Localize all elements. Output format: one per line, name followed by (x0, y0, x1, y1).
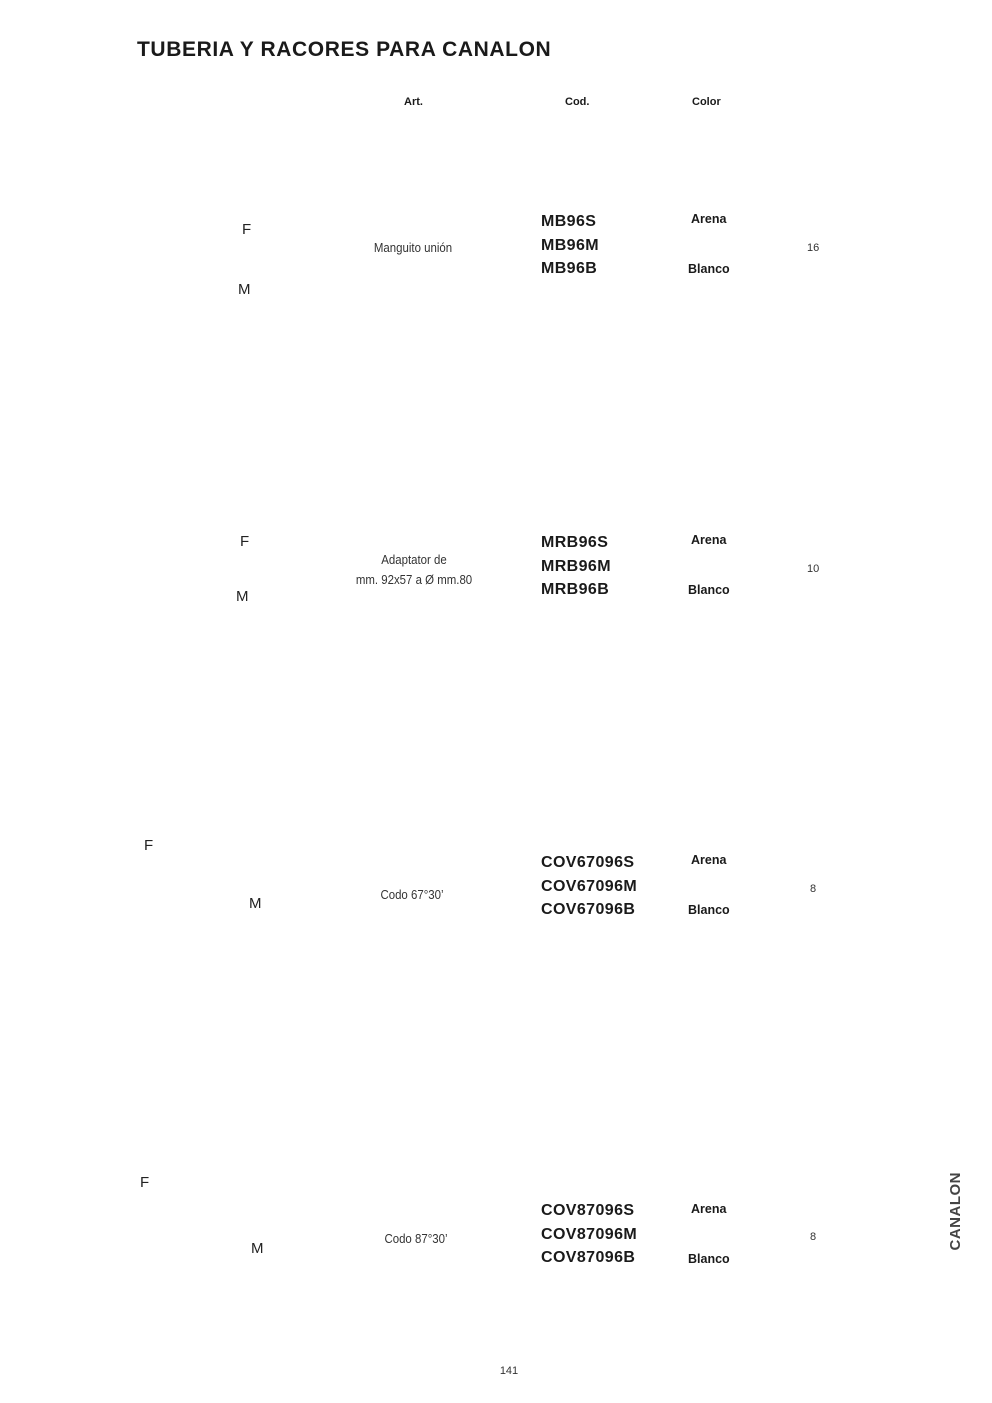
header-art: Art. (404, 96, 423, 108)
item-1-codes (541, 210, 599, 281)
item-2-codes (541, 531, 611, 602)
item-3-code-m: COV67096M (541, 877, 638, 895)
item-2-f-label: F (240, 533, 250, 550)
item-4-code-b: COV87096B (541, 1249, 636, 1266)
item-2-description-line-2: mm. 92x57 a Ø mm.80 (355, 572, 473, 587)
item-1-description-line: Manguito unión (373, 240, 453, 255)
item-2-description-line-1: Adaptator de (381, 552, 447, 567)
item-4-codes (541, 1199, 637, 1270)
item-4-color-arena: Arena (691, 1202, 727, 1216)
side-section-label: CANALON (947, 1172, 964, 1251)
item-2-color-arena: Arena (691, 533, 727, 547)
item-1-m-label: M (238, 281, 251, 298)
item-3-codes (541, 851, 637, 922)
header-cod: Cod. (565, 96, 590, 108)
item-1-qty: 16 (807, 242, 820, 254)
item-1-code-s: MB96S (541, 213, 597, 230)
item-4-description-line: Codo 87°30’ (384, 1231, 448, 1246)
page-title: TUBERIA Y RACORES PARA CANALON (137, 38, 552, 61)
item-1-code-b: MB96B (541, 260, 598, 277)
item-3-f-label: F (144, 837, 154, 854)
item-4-code-m: COV87096M (541, 1225, 638, 1243)
item-2-description (326, 550, 502, 590)
item-4-color-blanco: Blanco (688, 1252, 730, 1266)
item-1-f-label: F (242, 221, 252, 238)
item-3-code-s: COV67096S (541, 854, 635, 871)
item-3-qty: 8 (810, 883, 817, 895)
item-3-color-arena: Arena (691, 853, 727, 867)
item-1-color-blanco: Blanco (688, 262, 730, 276)
header-color: Color (692, 96, 721, 108)
item-4-f-label: F (140, 1174, 150, 1191)
item-1-description (325, 238, 501, 258)
item-2-code-s: MRB96S (541, 534, 609, 551)
item-1-color-arena: Arena (691, 212, 727, 226)
item-2-code-b: MRB96B (541, 581, 610, 598)
item-3-description (324, 885, 500, 905)
item-2-code-m: MRB96M (541, 557, 611, 575)
item-3-code-b: COV67096B (541, 901, 636, 918)
item-2-color-blanco: Blanco (688, 583, 730, 597)
item-4-code-s: COV87096S (541, 1202, 635, 1219)
item-2-m-label: M (236, 588, 249, 605)
item-1-code-m: MB96M (541, 236, 600, 254)
item-4-description (328, 1229, 504, 1249)
item-4-qty: 8 (810, 1231, 817, 1243)
item-4-m-label: M (251, 1240, 264, 1257)
page-number: 141 (499, 1365, 519, 1377)
item-3-description-line: Codo 67°30’ (380, 887, 444, 902)
item-2-qty: 10 (807, 563, 820, 575)
item-3-m-label: M (249, 895, 262, 912)
item-3-color-blanco: Blanco (688, 903, 730, 917)
